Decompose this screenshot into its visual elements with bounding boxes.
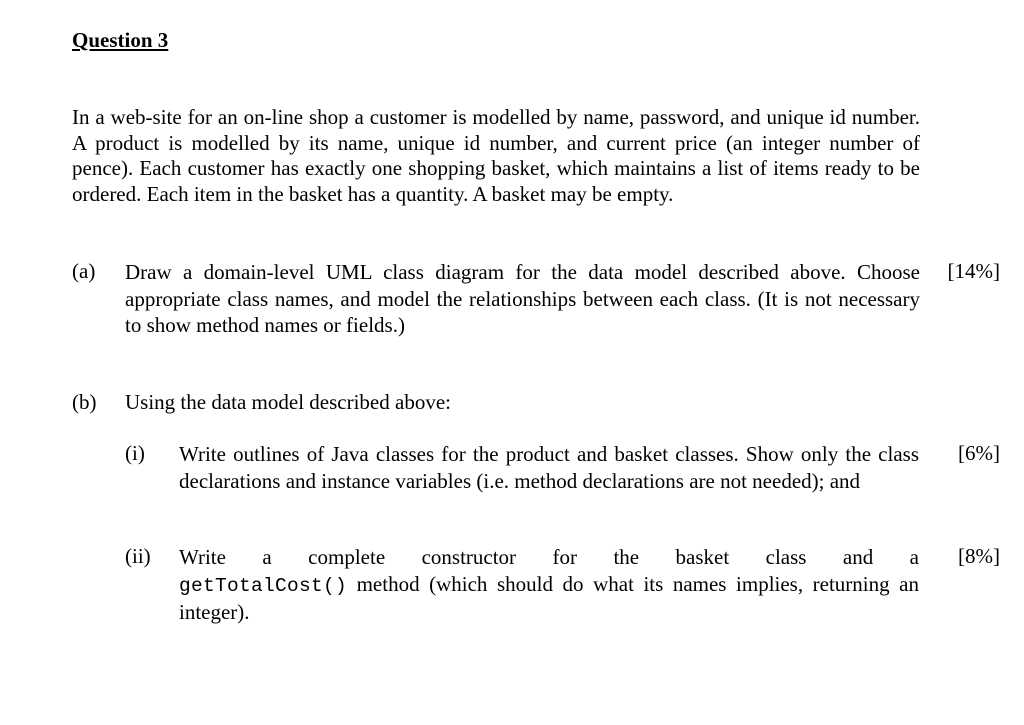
part-b-i-marks: [6%]	[958, 441, 1000, 465]
word: Write	[179, 545, 226, 569]
part-b-text: Using the data model described above:	[125, 390, 451, 414]
part-b-ii-rest	[179, 571, 919, 626]
word: a	[909, 545, 919, 569]
word: the	[613, 545, 640, 569]
question-intro: In a web-site for an on-line shop a customer is modelled by name, password, and unique id number. A product is modelled by its name, unique id number, and current price (an integer number of pence). Each customer has exactly one shopping basket, which maintains a list of items ready to be ordered. Each item in the basket has a quantity. A basket may be empty.	[72, 105, 920, 206]
part-b-label: (b)	[72, 390, 97, 414]
word: class	[765, 545, 807, 569]
part-a-label: (a)	[72, 259, 96, 283]
part-a-marks: [14%]	[947, 259, 1000, 283]
question-title: Question 3	[72, 28, 169, 52]
word: and	[842, 545, 874, 569]
part-b-ii-label: (ii)	[125, 544, 151, 568]
word: constructor	[421, 545, 517, 569]
word: basket	[675, 545, 730, 569]
word: for	[552, 545, 577, 569]
part-b-i-label: (i)	[125, 441, 145, 465]
part-b-ii-first-line	[179, 544, 919, 571]
part-b-ii-text	[179, 544, 919, 626]
word: a	[262, 545, 272, 569]
part-b-ii-text-after-code: method (which should do what its names implies, returning an integer).	[179, 571, 919, 624]
part-b-ii-marks: [8%]	[958, 544, 1000, 568]
method-name-code: getTotalCost()	[179, 574, 348, 597]
part-a-text: Draw a domain-level UML class diagram for the data model described above. Choose appropriate class names, and model the relationships between each class. (It is not necessary to show method names or fields.)	[125, 260, 920, 337]
part-b-i-text: Write outlines of Java classes for the product and basket classes. Show only the class declarations and instance variables (i.e. method declarations are not needed); and	[179, 442, 919, 493]
word: complete	[308, 545, 386, 569]
